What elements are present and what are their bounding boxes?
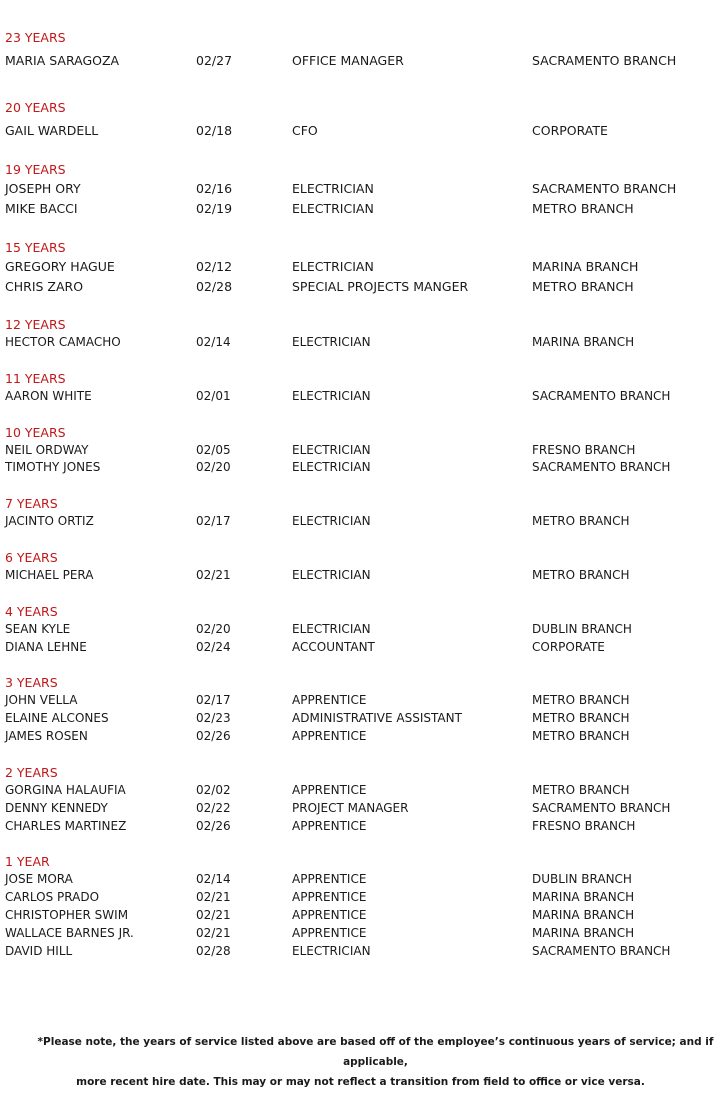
employee-row — [0, 693, 721, 709]
employee-name: WALLACE BARNES JR. — [5, 926, 134, 940]
years-group-header: 20 YEARS — [5, 100, 66, 115]
job-title: ELECTRICIAN — [292, 259, 374, 274]
job-title: ELECTRICIAN — [292, 181, 374, 196]
job-title: APPRENTICE — [292, 890, 367, 904]
employee-row — [0, 335, 721, 351]
branch: FRESNO BRANCH — [532, 819, 636, 833]
employee-row — [0, 640, 721, 656]
anniversary-date: 02/20 — [196, 460, 231, 474]
years-group-header: 19 YEARS — [5, 162, 66, 177]
branch: METRO BRANCH — [532, 783, 630, 797]
employee-name: JOSE MORA — [5, 872, 73, 886]
employee-row — [0, 622, 721, 638]
employee-name: DAVID HILL — [5, 944, 73, 958]
branch: FRESNO BRANCH — [532, 443, 636, 457]
anniversary-date: 02/21 — [196, 568, 231, 582]
job-title: ACCOUNTANT — [292, 640, 375, 654]
job-title: SPECIAL PROJECTS MANGER — [292, 279, 469, 294]
employee-row — [0, 568, 721, 584]
employee-name: CARLOS PRADO — [5, 890, 100, 904]
anniversary-date: 02/14 — [196, 335, 231, 349]
job-title: APPRENTICE — [292, 729, 367, 743]
job-title: OFFICE MANAGER — [292, 53, 404, 68]
employee-row — [0, 279, 721, 295]
anniversary-date: 02/16 — [196, 181, 233, 196]
years-group-header: 2 YEARS — [5, 765, 58, 780]
employee-name: GAIL WARDELL — [5, 123, 99, 138]
job-title: ELECTRICIAN — [292, 944, 371, 958]
employee-name: ELAINE ALCONES — [5, 711, 109, 725]
branch: SACRAMENTO BRANCH — [532, 181, 677, 196]
job-title: ELECTRICIAN — [292, 514, 371, 528]
job-title: ELECTRICIAN — [292, 568, 371, 582]
anniversary-date: 02/05 — [196, 443, 231, 457]
branch: METRO BRANCH — [532, 693, 630, 707]
employee-row — [0, 926, 721, 942]
years-group-header: 10 YEARS — [5, 425, 66, 440]
footnote-line-1: *Please note, the years of service listed above are based off of the employee’s continuous years of service; and if applicable, — [37, 1036, 714, 1068]
employee-name: JOSEPH ORY — [5, 181, 81, 196]
branch: MARINA BRANCH — [532, 890, 635, 904]
employee-row — [0, 259, 721, 275]
job-title: APPRENTICE — [292, 819, 367, 833]
branch: MARINA BRANCH — [532, 908, 635, 922]
branch: MARINA BRANCH — [532, 259, 639, 274]
job-title: APPRENTICE — [292, 926, 367, 940]
branch: SACRAMENTO BRANCH — [532, 389, 671, 403]
anniversary-date: 02/12 — [196, 259, 233, 274]
employee-row — [0, 890, 721, 906]
job-title: ELECTRICIAN — [292, 460, 371, 474]
employee-name: HECTOR CAMACHO — [5, 335, 121, 349]
employee-name: AARON WHITE — [5, 389, 92, 403]
branch: DUBLIN BRANCH — [532, 622, 632, 636]
job-title: APPRENTICE — [292, 908, 367, 922]
job-title: APPRENTICE — [292, 872, 367, 886]
job-title: ELECTRICIAN — [292, 335, 371, 349]
employee-name: JAMES ROSEN — [5, 729, 88, 743]
years-group-header: 15 YEARS — [5, 240, 66, 255]
branch: MARINA BRANCH — [532, 926, 635, 940]
anniversary-date: 02/21 — [196, 908, 231, 922]
branch: METRO BRANCH — [532, 568, 630, 582]
branch: DUBLIN BRANCH — [532, 872, 632, 886]
branch: CORPORATE — [532, 640, 605, 654]
footnote — [0, 1032, 721, 1092]
anniversary-date: 02/28 — [196, 944, 231, 958]
employee-name: MARIA SARAGOZA — [5, 53, 120, 68]
job-title: APPRENTICE — [292, 693, 367, 707]
years-group-header: 7 YEARS — [5, 496, 58, 511]
anniversary-date: 02/22 — [196, 801, 231, 815]
anniversary-date: 02/26 — [196, 729, 231, 743]
employee-name: SEAN KYLE — [5, 622, 71, 636]
employee-name: CHRISTOPHER SWIM — [5, 908, 129, 922]
employee-row — [0, 389, 721, 405]
years-group-header: 4 YEARS — [5, 604, 58, 619]
employee-name: TIMOTHY JONES — [5, 460, 101, 474]
employee-name: DENNY KENNEDY — [5, 801, 108, 815]
anniversary-date: 02/17 — [196, 693, 231, 707]
anniversary-date: 02/28 — [196, 279, 233, 294]
anniversary-date: 02/21 — [196, 926, 231, 940]
anniversary-date: 02/27 — [196, 53, 233, 68]
years-group-header: 12 YEARS — [5, 317, 66, 332]
employee-row — [0, 801, 721, 817]
employee-row — [0, 944, 721, 960]
employee-name: CHRIS ZARO — [5, 279, 84, 294]
anniversary-date: 02/24 — [196, 640, 231, 654]
years-group-header: 3 YEARS — [5, 675, 58, 690]
branch: METRO BRANCH — [532, 279, 634, 294]
job-title: ELECTRICIAN — [292, 443, 371, 457]
anniversary-date: 02/26 — [196, 819, 231, 833]
employee-row — [0, 201, 721, 217]
employee-row — [0, 181, 721, 197]
employee-row — [0, 443, 721, 459]
employee-name: MICHAEL PERA — [5, 568, 94, 582]
branch: METRO BRANCH — [532, 201, 634, 216]
anniversary-date: 02/19 — [196, 201, 233, 216]
employee-name: DIANA LEHNE — [5, 640, 87, 654]
employee-row — [0, 711, 721, 727]
job-title: ELECTRICIAN — [292, 389, 371, 403]
anniversary-date: 02/23 — [196, 711, 231, 725]
anniversary-date: 02/17 — [196, 514, 231, 528]
employee-row — [0, 729, 721, 745]
branch: SACRAMENTO BRANCH — [532, 460, 671, 474]
employee-name: GORGINA HALAUFIA — [5, 783, 126, 797]
years-group-header: 6 YEARS — [5, 550, 58, 565]
branch: MARINA BRANCH — [532, 335, 635, 349]
branch: CORPORATE — [532, 123, 608, 138]
job-title: APPRENTICE — [292, 783, 367, 797]
employee-name: JACINTO ORTIZ — [5, 514, 94, 528]
branch: METRO BRANCH — [532, 514, 630, 528]
anniversary-date: 02/14 — [196, 872, 231, 886]
employee-row — [0, 872, 721, 888]
years-group-header: 23 YEARS — [5, 30, 66, 45]
job-title: ELECTRICIAN — [292, 622, 371, 636]
footnote-line-2: more recent hire date. This may or may not reflect a transition from field to office or vice versa. — [76, 1076, 645, 1088]
job-title: ADMINISTRATIVE ASSISTANT — [292, 711, 462, 725]
years-group-header: 11 YEARS — [5, 371, 66, 386]
anniversary-date: 02/21 — [196, 890, 231, 904]
job-title: PROJECT MANAGER — [292, 801, 409, 815]
job-title: CFO — [292, 123, 318, 138]
branch: METRO BRANCH — [532, 729, 630, 743]
employee-name: CHARLES MARTINEZ — [5, 819, 127, 833]
branch: SACRAMENTO BRANCH — [532, 53, 677, 68]
branch: SACRAMENTO BRANCH — [532, 944, 671, 958]
employee-row — [0, 783, 721, 799]
branch: SACRAMENTO BRANCH — [532, 801, 671, 815]
employee-row — [0, 819, 721, 835]
employee-row — [0, 123, 721, 139]
anniversary-date: 02/02 — [196, 783, 231, 797]
employee-name: NEIL ORDWAY — [5, 443, 89, 457]
anniversary-date: 02/01 — [196, 389, 231, 403]
employee-name: GREGORY HAGUE — [5, 259, 115, 274]
employee-row — [0, 908, 721, 924]
anniversary-date: 02/20 — [196, 622, 231, 636]
employee-row — [0, 514, 721, 530]
employee-name: MIKE BACCI — [5, 201, 78, 216]
employee-name: JOHN VELLA — [5, 693, 78, 707]
employee-row — [0, 53, 721, 69]
anniversary-date: 02/18 — [196, 123, 233, 138]
employee-row — [0, 460, 721, 476]
years-group-header: 1 YEAR — [5, 854, 50, 869]
branch: METRO BRANCH — [532, 711, 630, 725]
job-title: ELECTRICIAN — [292, 201, 374, 216]
